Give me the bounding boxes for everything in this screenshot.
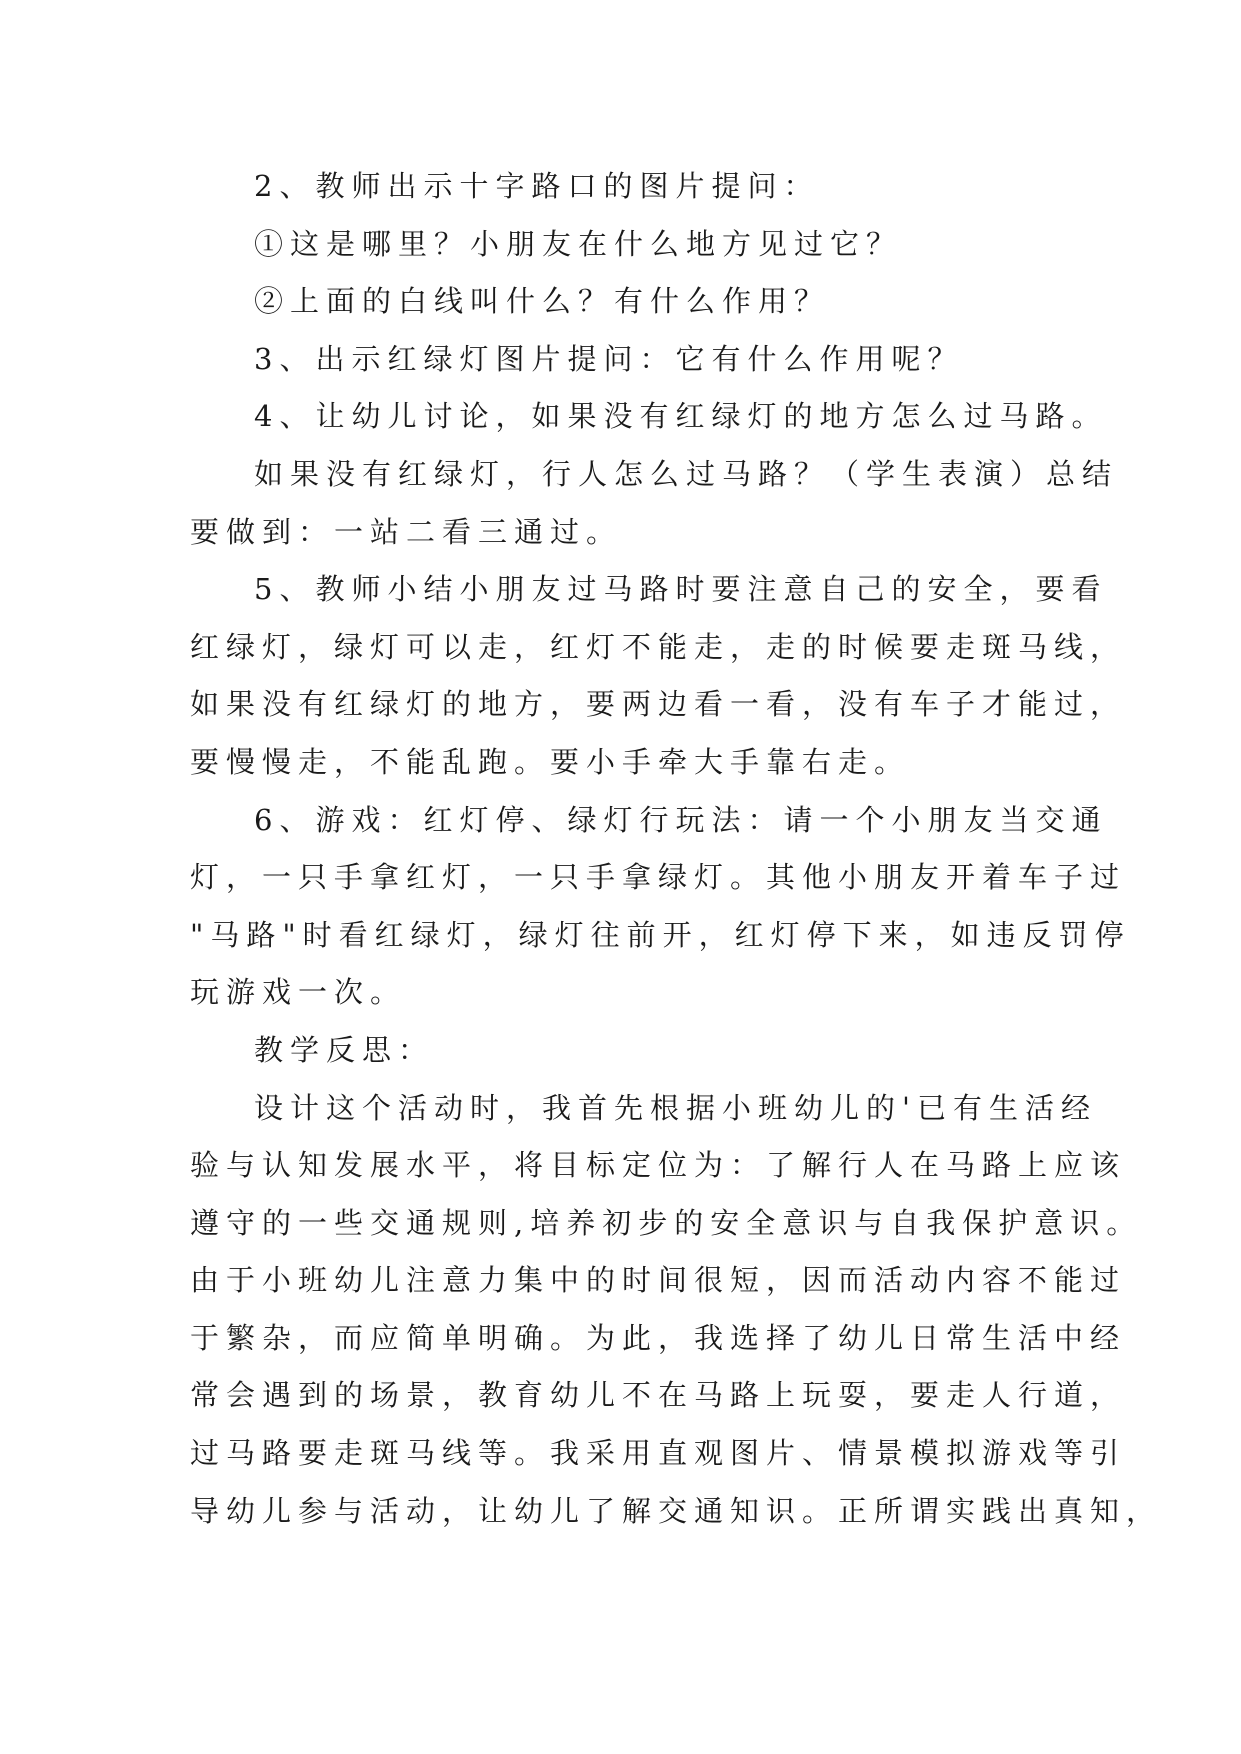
paragraph-line: 由于小班幼儿注意力集中的时间很短，因而活动内容不能过 (190, 1263, 1127, 1298)
paragraph-line: 2、教师出示十字路口的图片提问： (254, 169, 820, 203)
paragraph-line: 要做到：一站二看三通过。 (190, 514, 623, 549)
paragraph-line: 红绿灯，绿灯可以走，红灯不能走，走的时候要走斑马线， (190, 629, 1127, 664)
paragraph-line: 设计这个活动时，我首先根据小班幼儿的'已有生活经 (254, 1090, 1097, 1125)
paragraph-line: 过马路要走斑马线等。我采用直观图片、情景模拟游戏等引 (190, 1436, 1127, 1471)
section-heading: 教学反思： (254, 1032, 435, 1067)
paragraph-line: ①这是哪里？小朋友在什么地方见过它？ (254, 226, 903, 261)
paragraph-line: 要慢慢走，不能乱跑。要小手牵大手靠右走。 (190, 744, 911, 779)
paragraph-line: 如果没有红绿灯的地方，要两边看一看，没有车子才能过， (190, 687, 1127, 722)
paragraph-line: 灯，一只手拿红灯，一只手拿绿灯。其他小朋友开着车子过 (190, 860, 1127, 895)
paragraph-line: 4、让幼儿讨论，如果没有红绿灯的地方怎么过马路。 (254, 399, 1108, 434)
paragraph-line: 玩游戏一次。 (190, 975, 407, 1010)
paragraph-line: 如果没有红绿灯，行人怎么过马路？（学生表演）总结 (254, 456, 1119, 491)
paragraph-line: 6、游戏：红灯停、绿灯行玩法：请一个小朋友当交通 (254, 802, 1108, 837)
paragraph-line: "马路"时看红绿灯，绿灯往前开，红灯停下来，如违反罚停 (190, 917, 1131, 952)
paragraph-line: 常会遇到的场景，教育幼儿不在马路上玩耍，要走人行道， (190, 1378, 1127, 1413)
paragraph-line: 导幼儿参与活动，让幼儿了解交通知识。正所谓实践出真知， (190, 1493, 1163, 1528)
paragraph-line: 验与认知发展水平，将目标定位为：了解行人在马路上应该 (190, 1148, 1127, 1183)
paragraph-line: 于繁杂，而应简单明确。为此，我选择了幼儿日常生活中经 (190, 1320, 1127, 1355)
document-body (190, 158, 1163, 1540)
paragraph-line: ②上面的白线叫什么？有什么作用？ (254, 284, 831, 319)
paragraph-line: 5、教师小结小朋友过马路时要注意自己的安全，要看 (254, 572, 1108, 607)
paragraph-line: 遵守的一些交通规则,培养初步的安全意识与自我保护意识。 (190, 1205, 1143, 1240)
paragraph-line: 3、出示红绿灯图片提问：它有什么作用呢？ (254, 341, 964, 376)
